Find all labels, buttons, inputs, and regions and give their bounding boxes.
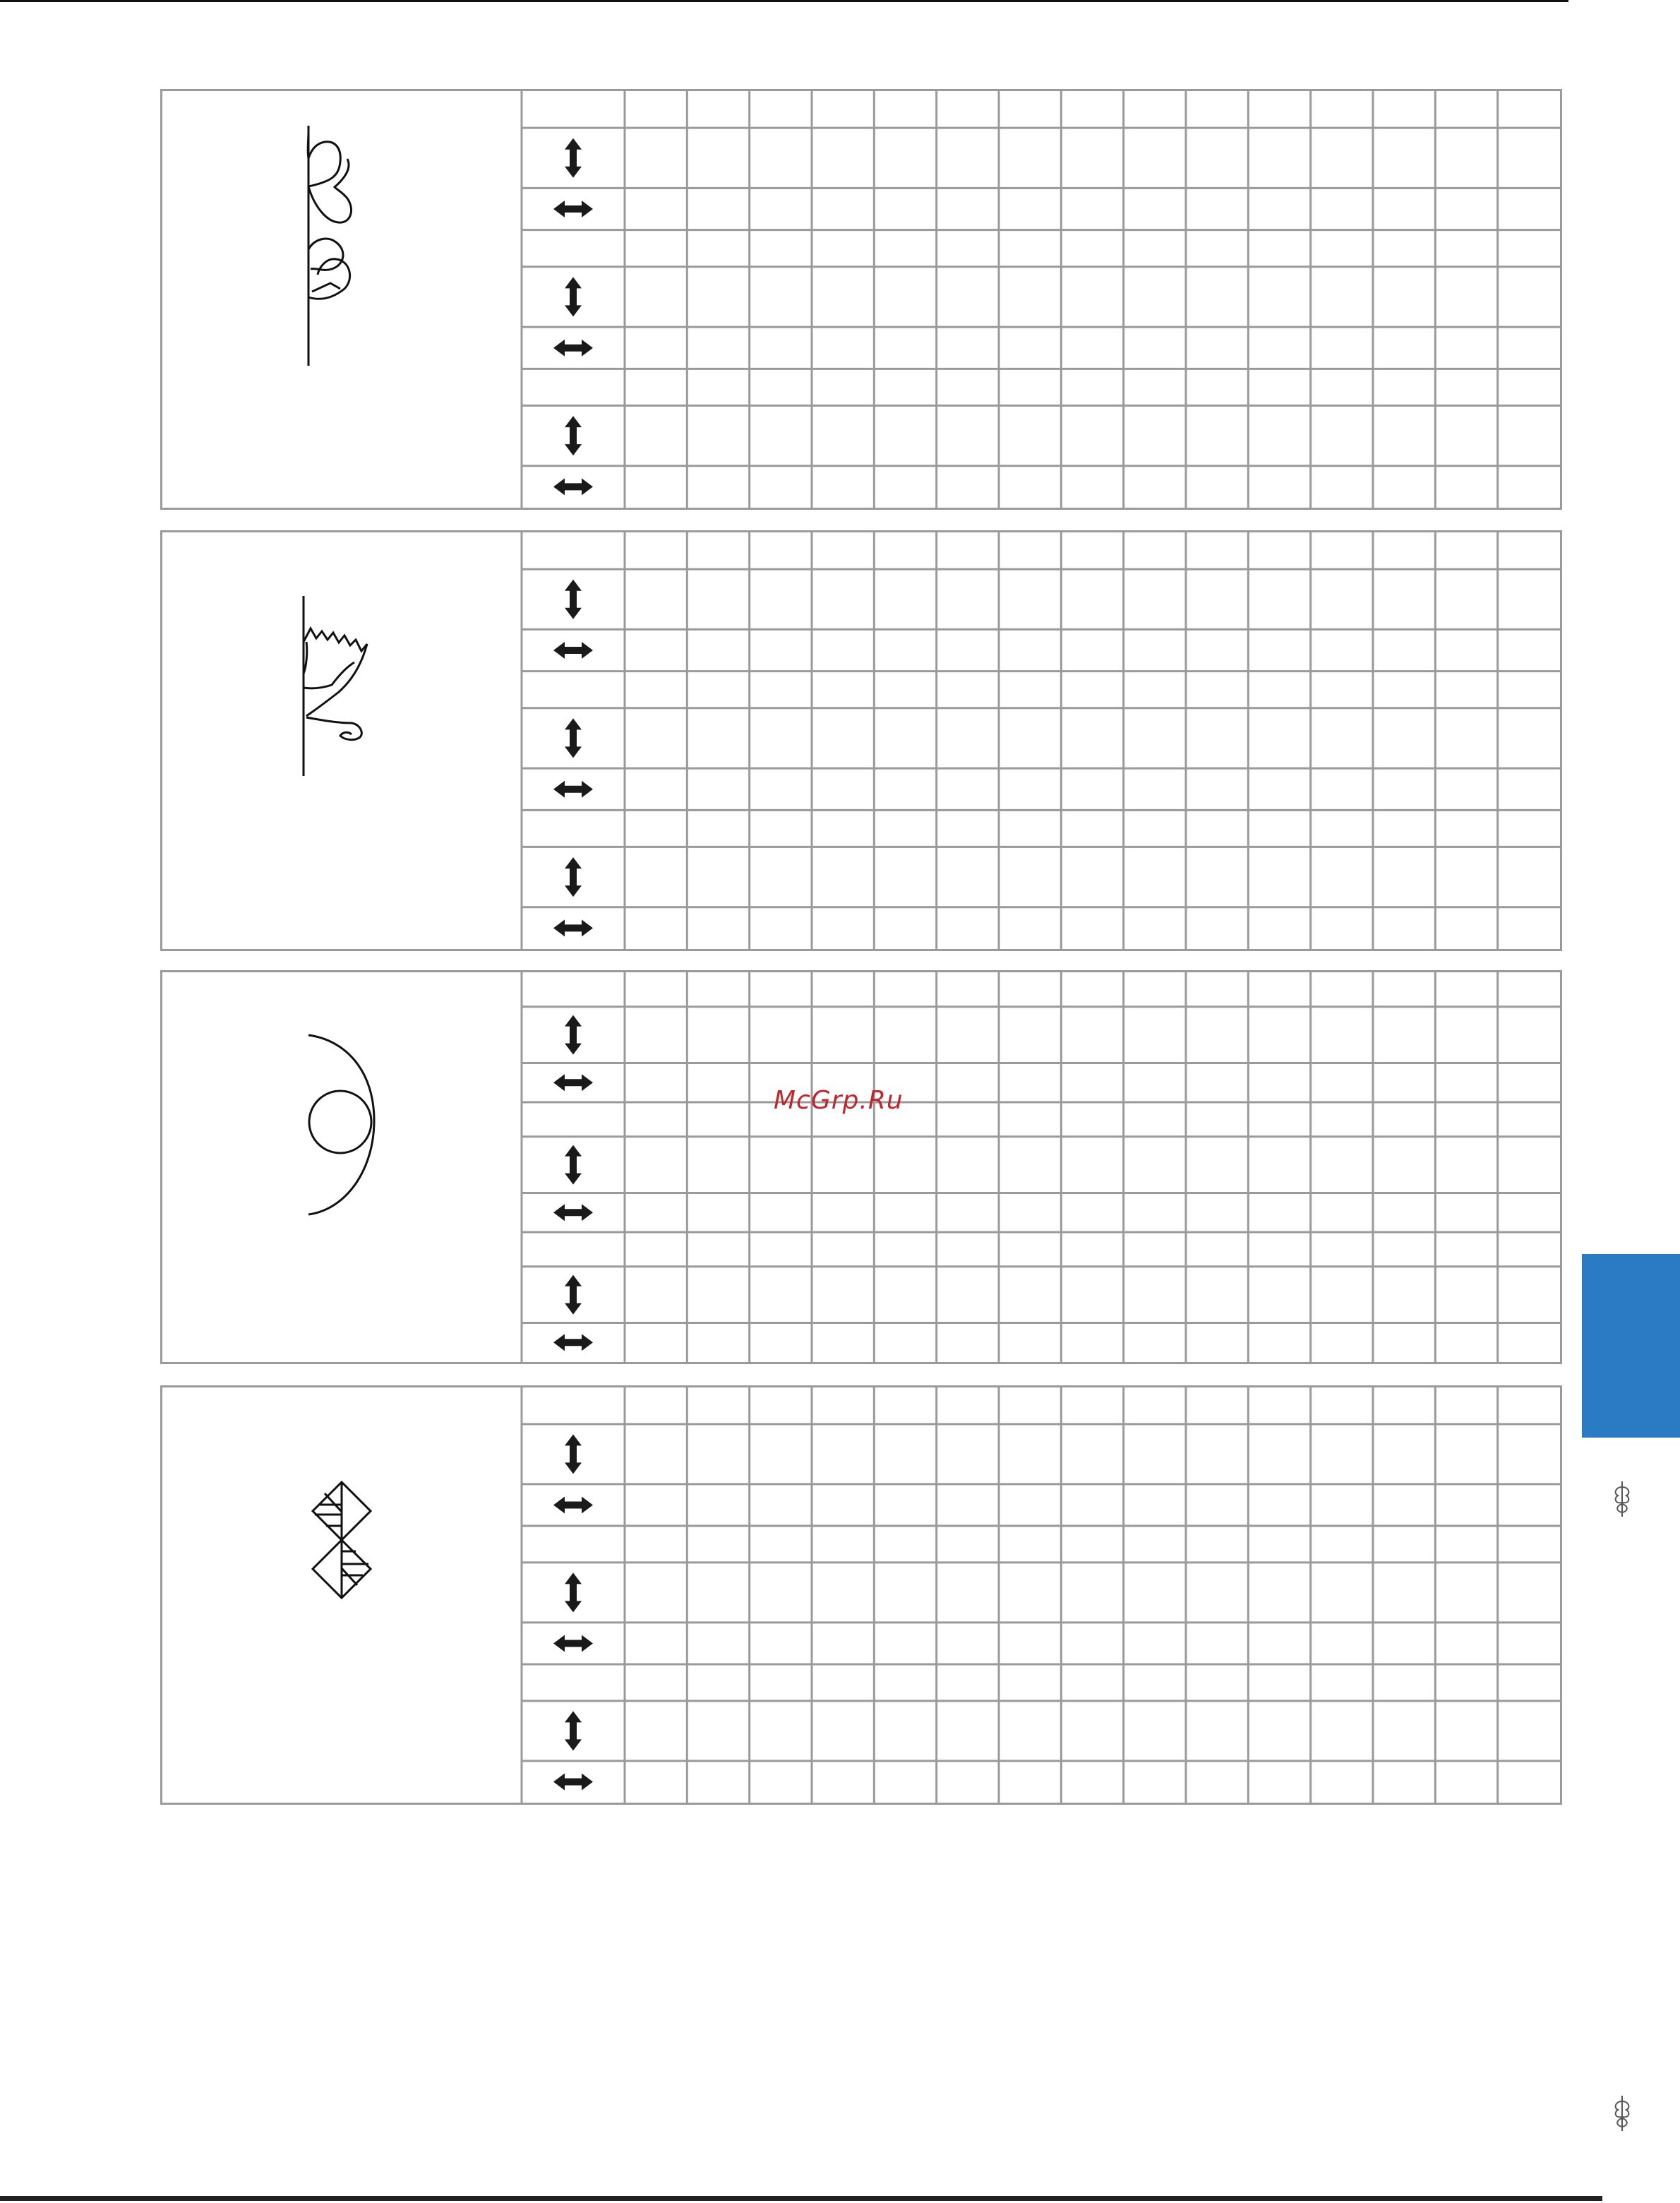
length-arrow-icon: [565, 718, 582, 758]
stitch-table-1: [160, 89, 1562, 510]
length-arrow-icon: [565, 1145, 582, 1185]
bottom-rule: [0, 2196, 1602, 2201]
stitch-table-4: [160, 1385, 1562, 1805]
width-arrow-icon: [553, 1496, 593, 1513]
flower-ornament-icon: [1611, 2094, 1633, 2132]
stitch-settings-grid: [162, 972, 1560, 1362]
width-arrow-icon: [553, 201, 593, 217]
length-arrow-icon: [565, 580, 582, 619]
stitch-table-3: [160, 970, 1562, 1364]
length-arrow-icon: [565, 1275, 582, 1315]
width-arrow-icon: [553, 781, 593, 798]
width-arrow-icon: [553, 1204, 593, 1221]
watermark-text: McGrp.Ru: [774, 1086, 904, 1115]
length-arrow-icon: [565, 1434, 582, 1474]
flower-ornament-icon: [1611, 1480, 1633, 1518]
length-arrow-icon: [565, 1572, 582, 1612]
stitch-settings-grid: [162, 1387, 1560, 1803]
length-arrow-icon: [565, 416, 582, 455]
width-arrow-icon: [553, 1635, 593, 1652]
stitch-settings-grid: [162, 532, 1560, 949]
length-arrow-icon: [565, 277, 582, 316]
length-arrow-icon: [565, 1711, 582, 1750]
width-arrow-icon: [553, 478, 593, 495]
width-arrow-icon: [553, 340, 593, 357]
length-arrow-icon: [565, 1015, 582, 1055]
width-arrow-icon: [553, 919, 593, 936]
width-arrow-icon: [553, 1074, 593, 1091]
top-rule: [0, 0, 1568, 2]
stitch-settings-grid: [162, 91, 1560, 508]
width-arrow-icon: [553, 1773, 593, 1790]
width-arrow-icon: [553, 1334, 593, 1351]
stitch-table-2: [160, 530, 1562, 951]
length-arrow-icon: [565, 857, 582, 897]
chapter-tab: [1582, 1254, 1680, 1438]
length-arrow-icon: [565, 138, 582, 178]
width-arrow-icon: [553, 642, 593, 659]
